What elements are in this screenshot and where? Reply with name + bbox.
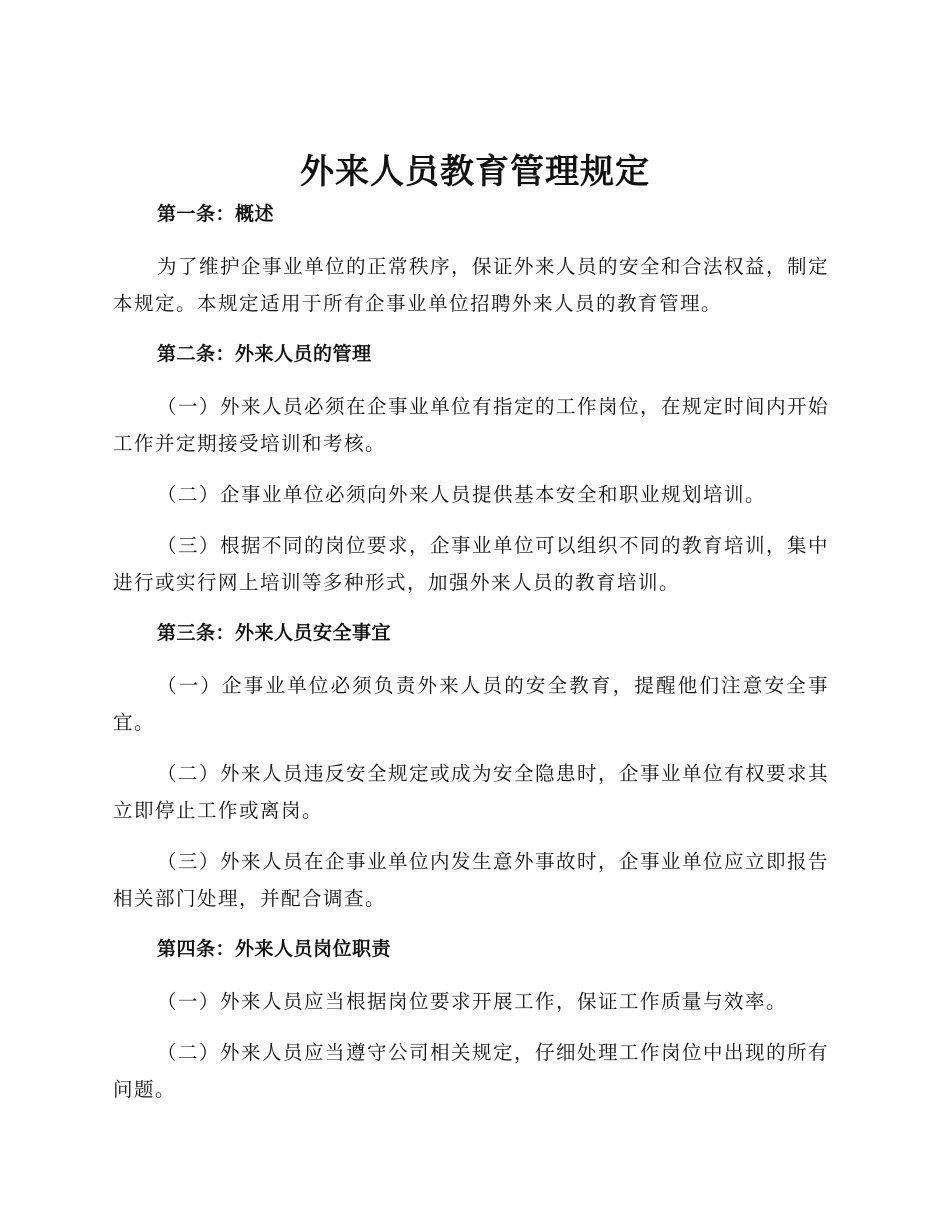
section-heading: 第二条：外来人员的管理 [157, 343, 372, 365]
section-1 [113, 196, 829, 336]
paragraph: （三）外来人员在企事业单位内发生意外事故时，企事业单位应立即报告相关部门处理，并配合调查。 [113, 850, 830, 910]
paragraph: （一）外来人员应当根据岗位要求开展工作，保证工作质量与效率。 [157, 990, 788, 1013]
document-title: 外来人员教育管理规定 [300, 152, 650, 192]
document-body [113, 196, 829, 1108]
section-heading: 第一条：概述 [157, 203, 275, 225]
section-heading: 第四条：外来人员岗位职责 [157, 938, 392, 960]
section-3 [113, 615, 829, 931]
paragraph: （二）外来人员应当遵守公司相关规定，仔细处理工作岗位中出现的所有问题。 [113, 1041, 830, 1101]
paragraph: （三）根据不同的岗位要求，企事业单位可以组织不同的教育培训，集中进行或实行网上培训等多种形式，加强外来人员的教育培训。 [113, 534, 830, 594]
paragraph: （一）外来人员必须在企事业单位有指定的工作岗位，在规定时间内开始工作并定期接受培训和考核。 [113, 395, 830, 455]
paragraph: 为了维护企事业单位的正常秩序，保证外来人员的安全和合法权益，制定本规定。本规定适用于所有企事业单位招聘外来人员的教育管理。 [113, 255, 830, 315]
paragraph: （二）外来人员违反安全规定或成为安全隐患时，企事业单位有权要求其立即停止工作或离岗。 [113, 762, 830, 822]
paragraph: （二）企事业单位必须向外来人员提供基本安全和职业规划培训。 [157, 483, 767, 506]
section-heading: 第三条：外来人员安全事宜 [157, 622, 392, 644]
paragraph: （一）企事业单位必须负责外来人员的安全教育，提醒他们注意安全事宜。 [113, 674, 829, 734]
section-4 [113, 931, 829, 1108]
section-2 [113, 336, 829, 615]
